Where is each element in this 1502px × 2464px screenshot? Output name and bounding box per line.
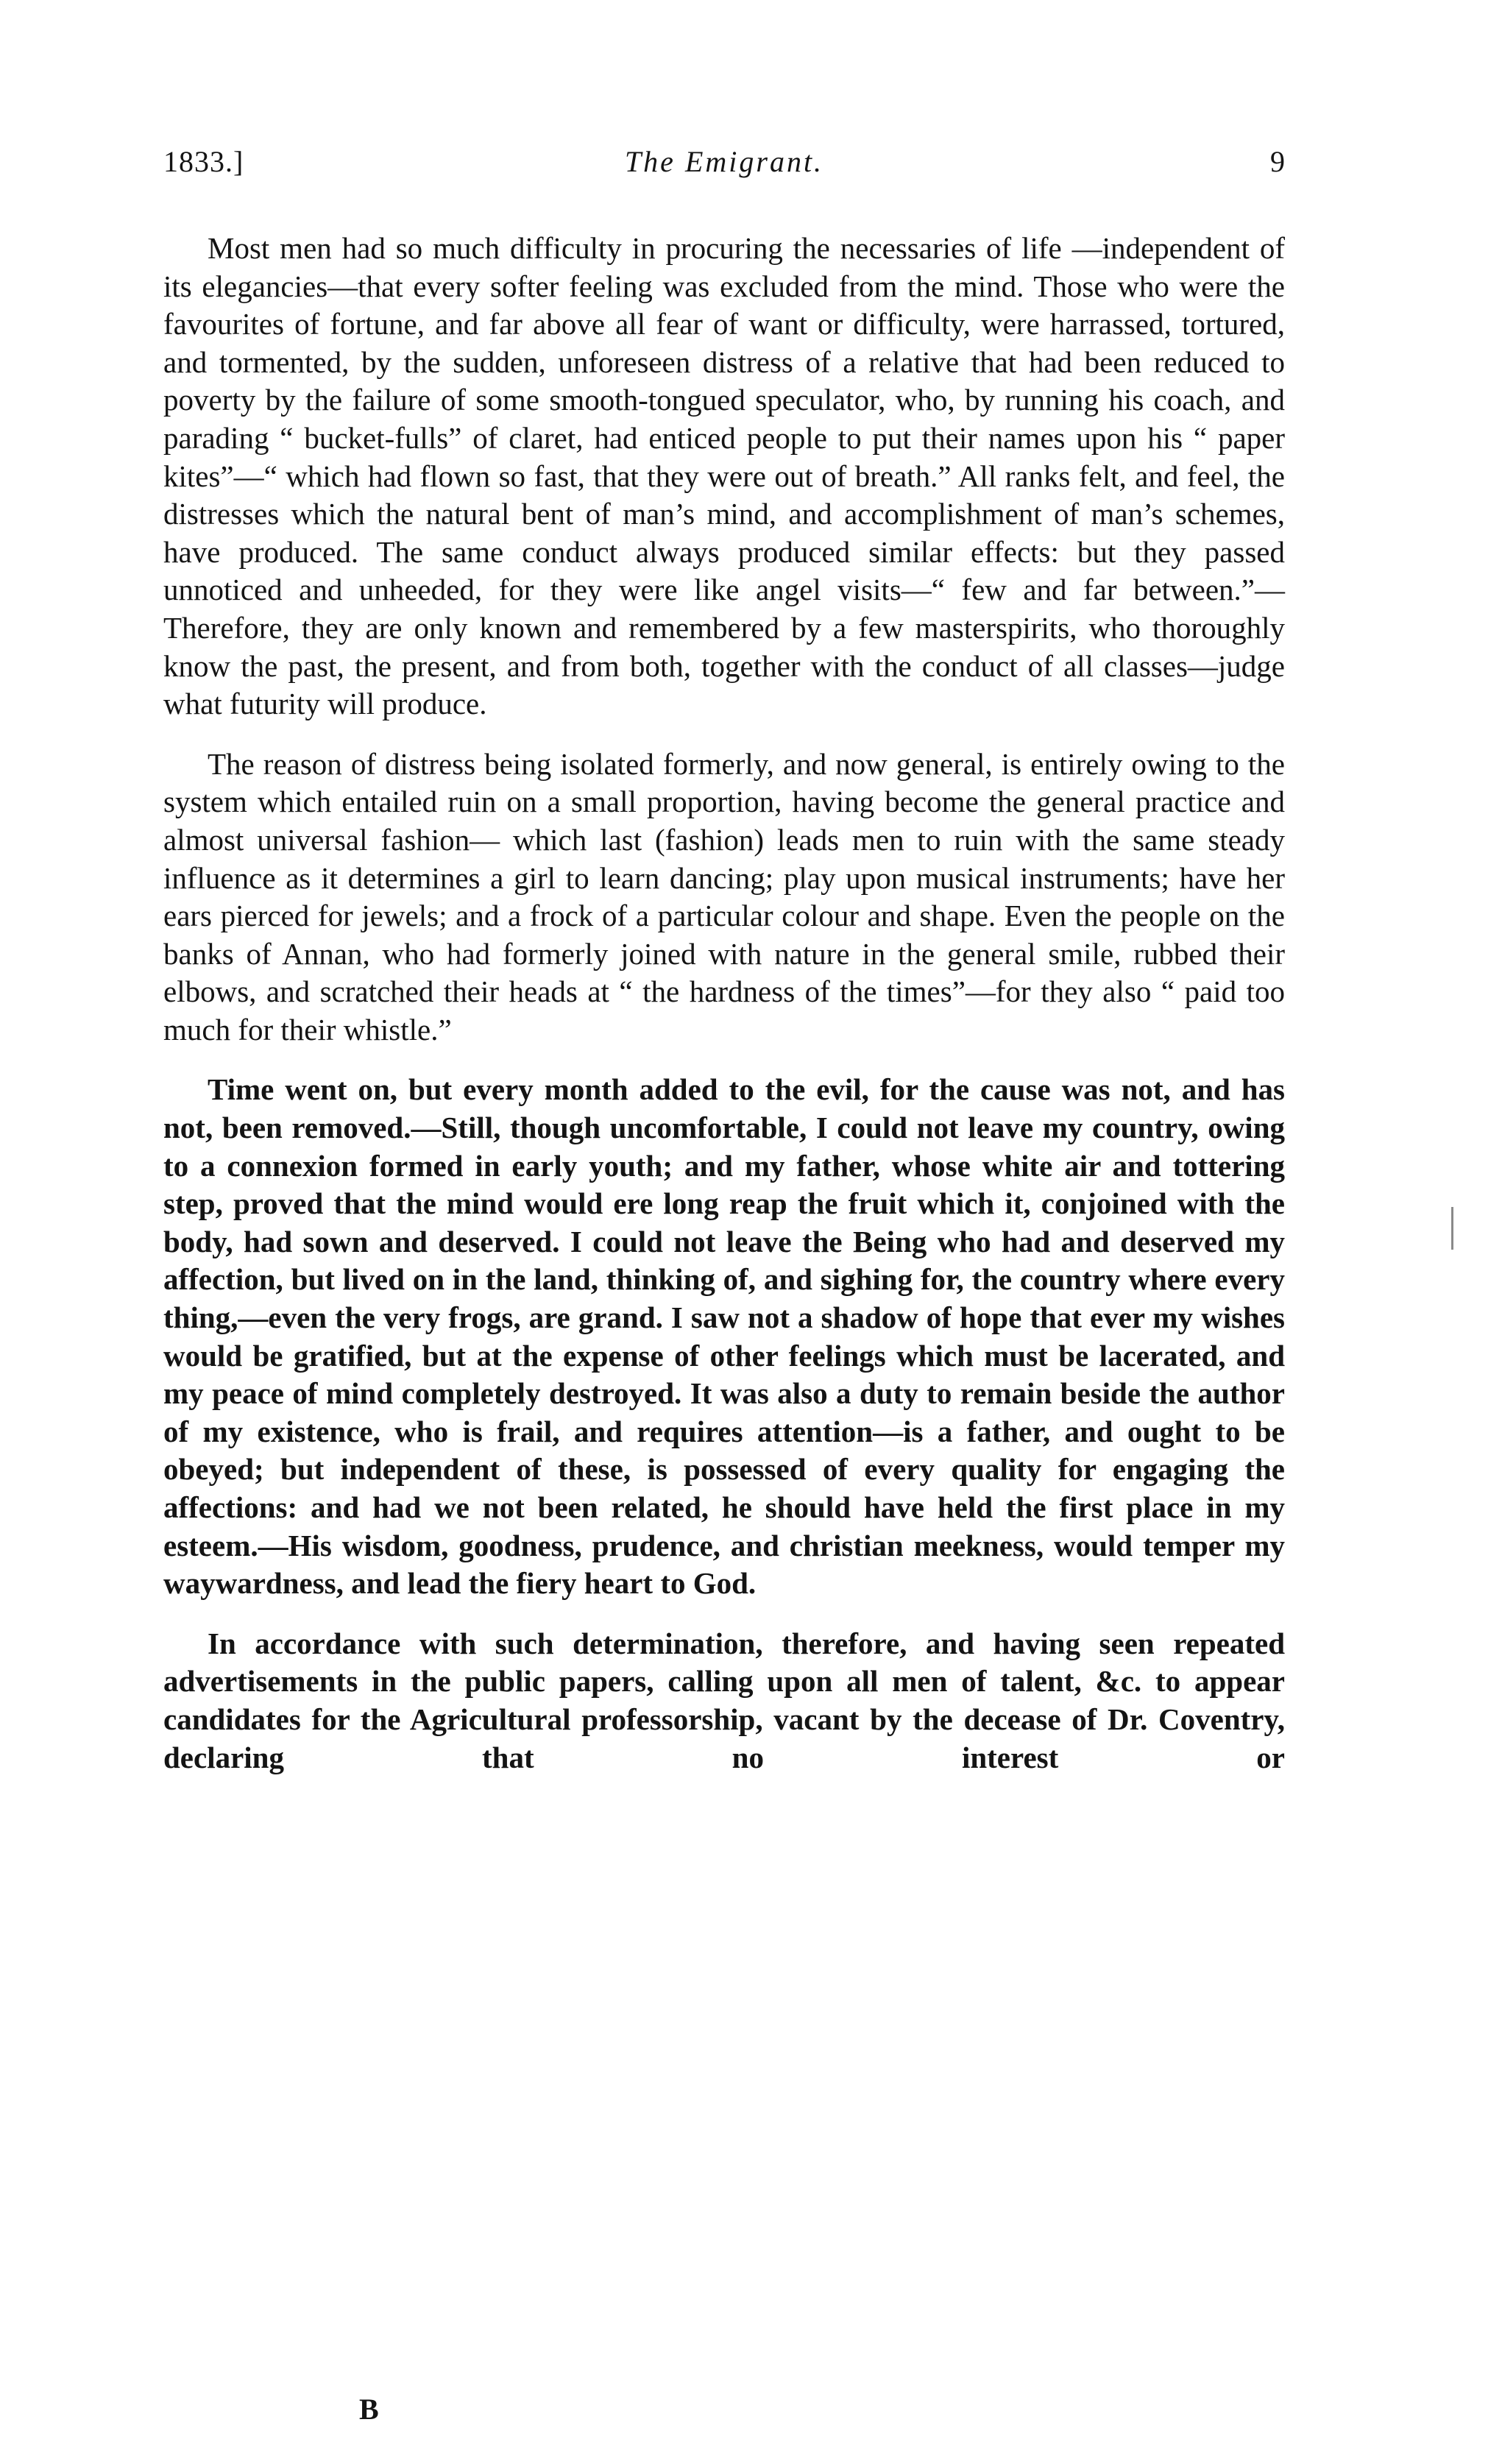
signature-mark: B [359,2393,379,2426]
paragraph: In accordance with such determination, therefore, and having seen repeated advertisements in the public papers, calling upon all men of talent, &c. to appear candidates for the Agricultural professorship, vacant by the decease of Dr. Coventry, declaring that no interest or [163,1626,1285,1774]
paragraph: Most men had so much difficulty in procuring the necessaries of life —independent of its elegancies—that every softer feeling was excluded from the mind. Those who were the favourites of fortune, and far above all fear of want or difficulty, were harrassed, tortured, and tormented, by the sudden, unforeseen distress of a relative that had been reduced to poverty by the failure of some smooth-tongued speculator, who, by running his coach, and parading “ bucket-fulls” of claret, had enticed people to put their names upon his “ paper kites”—“ which had flown so fast, that they were out of breath.” All ranks felt, and feel, the distresses which the natural bent of man’s mind, and accomplishment of man’s schemes, have produced. The same conduct always produced similar effects: but they passed unnoticed and unheeded, for they were like angel visits—“ few and far between.”— Therefore, they are only known and remembered by a few masterspirits, who thoroughly know the past, the present, and from both, together with the conduct of all classes—judge what futurity will produce. [163,231,1285,721]
margin-mark [1451,1207,1453,1250]
header-title: The Emigrant. [624,145,824,178]
paragraph: The reason of distress being isolated formerly, and now general, is entirely owing to the system which entailed ruin on a small proportion, having become the general practice and almost universal fashion— which last (fashion) leads men to ruin with the same steady influence as it determines a girl to learn dancing; play upon musical instruments; have her ears pierced for jewels; and a frock of a particular colour and shape. Even the people on the banks of Annan, who had formerly joined with nature in the general smile, rubbed their elbows, and scratched their heads at “ the hardness of the times”—for they also “ paid too much for their whistle.” [163,746,1285,1047]
body-text [163,230,1285,1777]
paragraph-gap [163,1603,1285,1625]
page-number: 9 [1270,145,1285,178]
paragraph: Time went on, but every month added to the evil, for the cause was not, and has not, been removed.—Still, though uncomfortable, I could not leave my country, owing to a connexion formed in early youth; and my father, whose white air and tottering step, proved that the mind would ere long reap the fruit which it, conjoined with the body, had sown and deserved. I could not leave the Being who had and deserved my affection, but lived on in the land, thinking of, and sighing for, the country where every thing,—even the very frogs, are grand. I saw not a shadow of hope that ever my wishes would be gratified, but at the expense of other feelings which must be lacerated, and my peace of mind completely destroyed. It was also a duty to remain beside the author of my existence, who is frail, and requires attention—is a father, and ought to be obeyed; but independent of these, is possessed of every quality for engaging the affections: and had we not been related, he should have held the first place in my esteem.—His wisdom, goodness, prudence, and christian meekness, would temper my waywardness, and lead the fiery heart to God. [163,1072,1285,1601]
paragraph-gap [163,1049,1285,1071]
running-header [163,144,1285,188]
paragraph-gap [163,723,1285,746]
header-year: 1833.] [163,145,244,178]
